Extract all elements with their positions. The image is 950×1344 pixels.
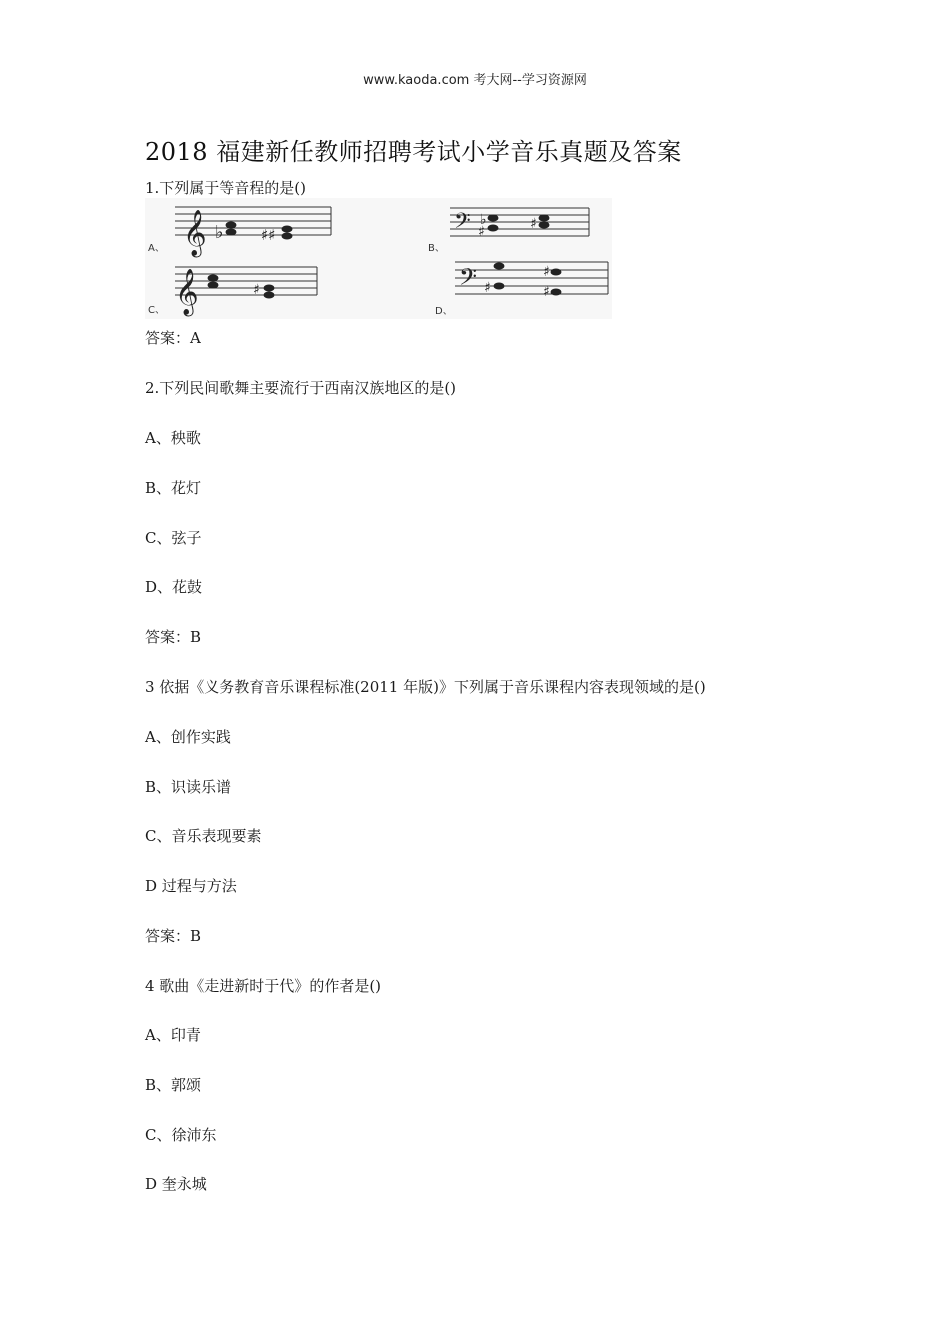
figure-label-b: B、	[428, 243, 445, 254]
bass-clef-icon: 𝄢	[454, 209, 471, 239]
q2-option-b: B、花灯	[145, 479, 202, 497]
q4-question: 4 歌曲《走进新时于代》的作者是()	[145, 977, 382, 995]
sharp-sign-icon: ♯	[543, 264, 550, 280]
page-header: www.kaoda.com 考大网--学习资源网	[363, 73, 587, 88]
q4-option-b: B、郭颂	[145, 1076, 202, 1094]
q2-answer: 答案：B	[145, 628, 202, 646]
q3-option-b: B、识读乐谱	[145, 778, 232, 796]
sharp-sign-icon: ♯	[484, 280, 491, 296]
q1-music-notation-figure	[145, 198, 612, 319]
treble-clef-icon: 𝄞	[183, 210, 207, 256]
sharp-sign-icon: ♯	[543, 284, 550, 300]
sharp-sign-icon: ♯	[253, 282, 260, 298]
q1-answer: 答案：A	[145, 329, 201, 347]
q2-question: 2.下列民间歌舞主要流行于西南汉族地区的是()	[145, 379, 457, 397]
document-title: 2018 福建新任教师招聘考试小学音乐真题及答案	[145, 138, 682, 166]
q1-question: 1.下列属于等音程的是()	[145, 179, 307, 197]
treble-clef-icon: 𝄞	[175, 269, 199, 315]
sharp-sign-icon: ♯	[530, 216, 537, 232]
q3-answer: 答案：B	[145, 927, 202, 945]
bass-clef-icon: 𝄢	[459, 263, 478, 296]
q4-option-d: D 奎永城	[145, 1175, 207, 1193]
q2-option-c: C、弦子	[145, 529, 202, 547]
flat-sign-icon: ♭	[215, 222, 224, 243]
figure-label-d: D、	[435, 306, 453, 317]
q4-option-a: A、印青	[145, 1026, 201, 1044]
sharp-sign-icon: ♯	[478, 224, 485, 240]
q3-question: 3 依据《义务教育音乐课程标准(2011 年版)》下列属于音乐课程内容表现领域的是()	[145, 678, 706, 696]
flat-sign-icon: ♭	[480, 212, 487, 228]
q4-option-c: C、徐沛东	[145, 1126, 217, 1144]
q3-option-d: D 过程与方法	[145, 877, 237, 895]
q2-option-a: A、秧歌	[145, 429, 201, 447]
q3-option-c: C、音乐表现要素	[145, 827, 262, 845]
q2-option-d: D、花鼓	[145, 578, 203, 596]
double-sharp-icon: ♯♯	[261, 226, 276, 244]
figure-label-c: C、	[148, 305, 165, 316]
figure-label-a: A、	[148, 243, 165, 254]
q3-option-a: A、创作实践	[145, 728, 231, 746]
